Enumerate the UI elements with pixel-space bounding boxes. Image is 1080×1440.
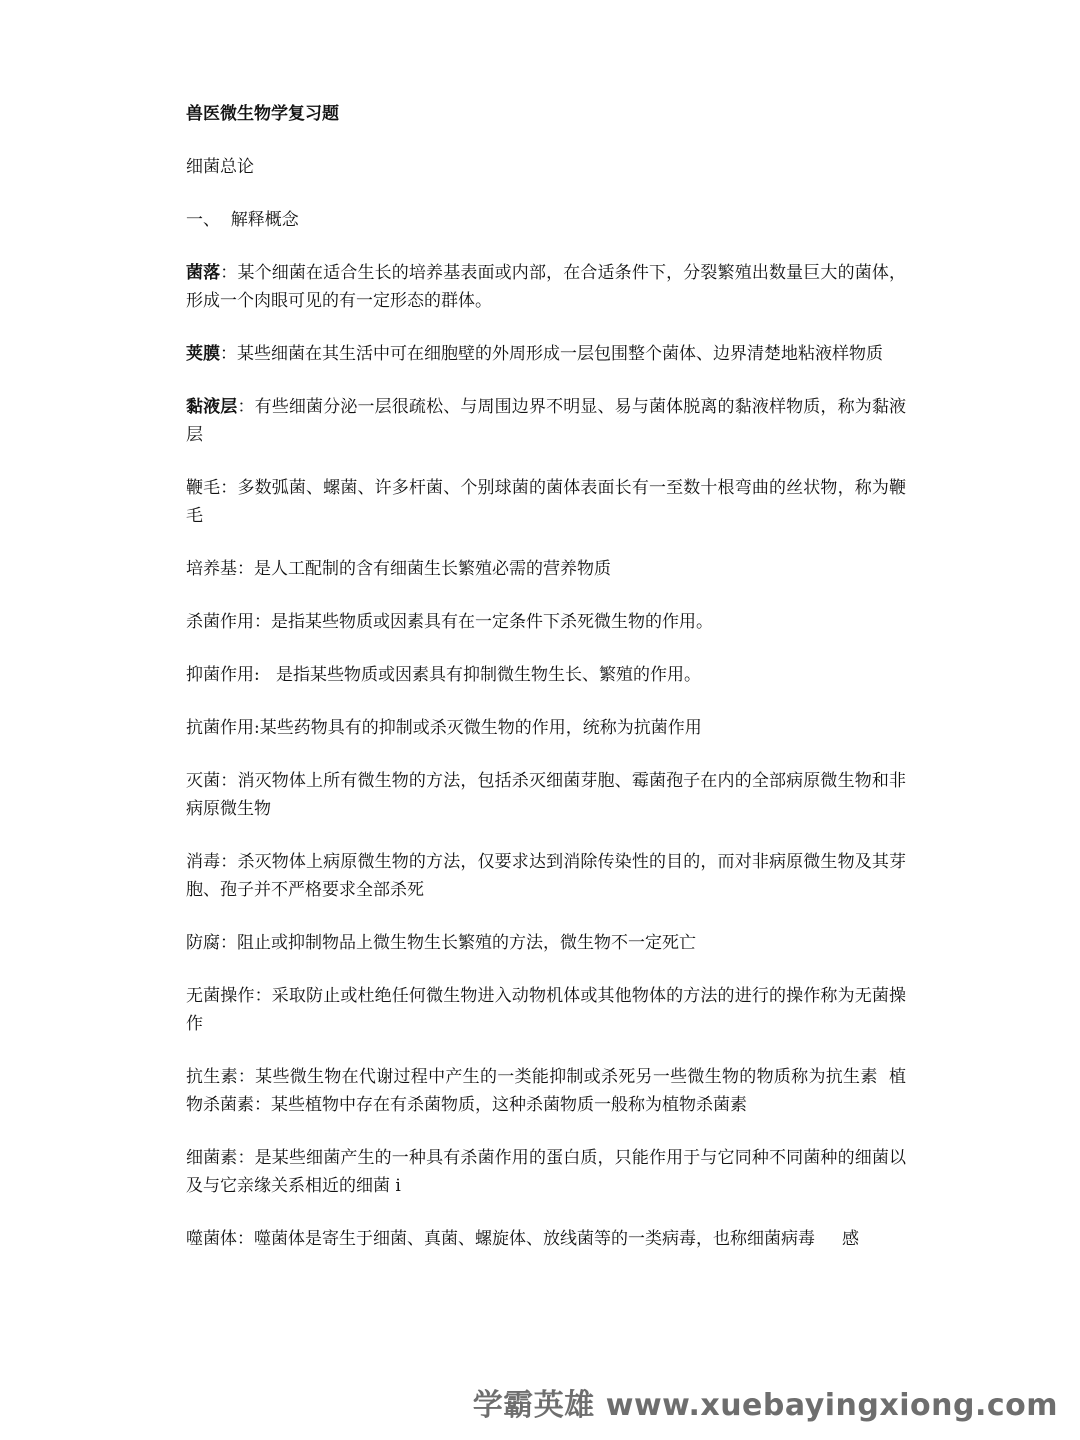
definition-term: 培养基 — [186, 559, 237, 579]
definition-entry — [186, 474, 906, 530]
definition-term: 抑菌作用 — [186, 665, 254, 685]
definition-text: 阻止或抑制物品上微生物生长繁殖的方法，微生物不一定死亡 — [237, 933, 696, 953]
definition-separator: ： — [237, 397, 255, 417]
definition-separator: ： — [237, 559, 254, 579]
definition-text: 采取防止或杜绝任何微生物进入动物机体或其他物体的方法的进行的操作称为无菌操作 — [186, 986, 907, 1034]
definition-text: 有些细菌分泌一层很疏松、与周围边界不明显、易与菌体脱离的黏液样物质，称为黏液层 — [186, 397, 907, 445]
definition-text: 是某些细菌产生的一种具有杀菌作用的蛋白质，只能作用于与它同种不同菌种的细菌以及与它亲缘关系相近的细菌 i — [186, 1148, 907, 1196]
definition-entry — [186, 393, 906, 449]
definition-text: 某个细菌在适合生长的培养基表面或内部，在合适条件下，分裂繁殖出数量巨大的菌体，形成一个肉眼可见的有一定形态的群体。 — [186, 263, 907, 311]
definition-text: 多数弧菌、螺菌、许多杆菌、个别球菌的菌体表面长有一至数十根弯曲的丝状物，称为鞭毛 — [186, 478, 907, 526]
definition-text: 是人工配制的含有细菌生长繁殖必需的营养物质 — [254, 559, 611, 579]
definition-entry — [186, 555, 906, 583]
definition-separator: ： — [220, 263, 238, 283]
definition-term: 抗生素 — [186, 1067, 238, 1087]
definition-term: 无菌操作 — [186, 986, 255, 1006]
section-heading: 细菌总论 — [186, 157, 254, 177]
definition-separator: ： — [220, 344, 237, 364]
definition-entry — [186, 848, 906, 904]
definition-entry — [186, 608, 906, 636]
definition-term: 菌落 — [186, 263, 221, 283]
definition-separator: ： — [254, 612, 271, 632]
definition-text: 某些微生物在代谢过程中产生的一类能抑制或杀死另一些微生物的物质称为抗生素 植物杀菌素：某些植物中存在有杀菌物质，这种杀菌物质一般称为植物杀菌素 — [186, 1067, 907, 1115]
definition-list — [186, 259, 906, 1253]
definition-term: 灭菌 — [186, 771, 221, 791]
definition-text: 噬菌体是寄生于细菌、真菌、螺旋体、放线菌等的一类病毒，也称细菌病毒 感 — [254, 1229, 860, 1249]
definition-separator: ： — [237, 1229, 254, 1249]
document-title: 兽医微生物学复习题 — [186, 104, 339, 124]
definition-entry — [186, 714, 906, 742]
definition-text: 某些药物具有的抑制或杀灭微生物的作用，统称为抗菌作用 — [259, 718, 702, 738]
definition-entry — [186, 661, 906, 689]
definition-entry — [186, 259, 906, 315]
definition-term: 噬菌体 — [186, 1229, 237, 1249]
definition-separator: : — [254, 718, 260, 738]
definition-separator: ： — [220, 771, 238, 791]
definition-term: 黏液层 — [186, 397, 238, 417]
definition-separator: ： — [220, 933, 237, 953]
definition-separator: : — [254, 665, 276, 685]
definition-text: 某些细菌在其生活中可在细胞壁的外周形成一层包围整个菌体、边界清楚地粘液样物质 — [237, 344, 883, 364]
subsection-heading: 一、 解释概念 — [186, 210, 299, 230]
definition-separator: ： — [237, 1067, 256, 1087]
definition-entry — [186, 340, 906, 368]
definition-term: 细菌素 — [186, 1148, 238, 1168]
definition-text: 是指某些物质或因素具有抑制微生物生长、繁殖的作用。 — [275, 665, 701, 685]
definition-separator: ： — [254, 986, 272, 1006]
definition-separator: ： — [237, 1148, 255, 1168]
definition-entry — [186, 1225, 906, 1253]
definition-text: 是指某些物质或因素具有在一定条件下杀死微生物的作用。 — [271, 612, 713, 632]
definition-text: 消灭物体上所有微生物的方法，包括杀灭细菌芽胞、霉菌孢子在内的全部病原微生物和非病原微生物 — [186, 771, 907, 819]
definition-term: 消毒 — [186, 852, 221, 872]
watermark: 学霸英雄 www.xuebayingxiong.com — [472, 1388, 1058, 1423]
definition-term: 防腐 — [186, 933, 220, 953]
definition-term: 抗菌作用 — [186, 718, 254, 738]
definition-entry — [186, 767, 906, 823]
definition-term: 杀菌作用 — [186, 612, 254, 632]
definition-entry — [186, 1144, 906, 1200]
definition-entry — [186, 982, 906, 1038]
definition-text: 杀灭物体上病原微生物的方法，仅要求达到消除传染性的目的，而对非病原微生物及其芽胞、孢子并不严格要求全部杀死 — [186, 852, 907, 900]
definition-separator: ： — [220, 852, 238, 872]
definition-term: 荚膜 — [186, 344, 220, 364]
definition-term: 鞭毛 — [186, 478, 221, 498]
definition-separator: ： — [220, 478, 238, 498]
definition-entry — [186, 929, 906, 957]
document-content — [186, 100, 906, 1278]
definition-entry — [186, 1063, 906, 1119]
